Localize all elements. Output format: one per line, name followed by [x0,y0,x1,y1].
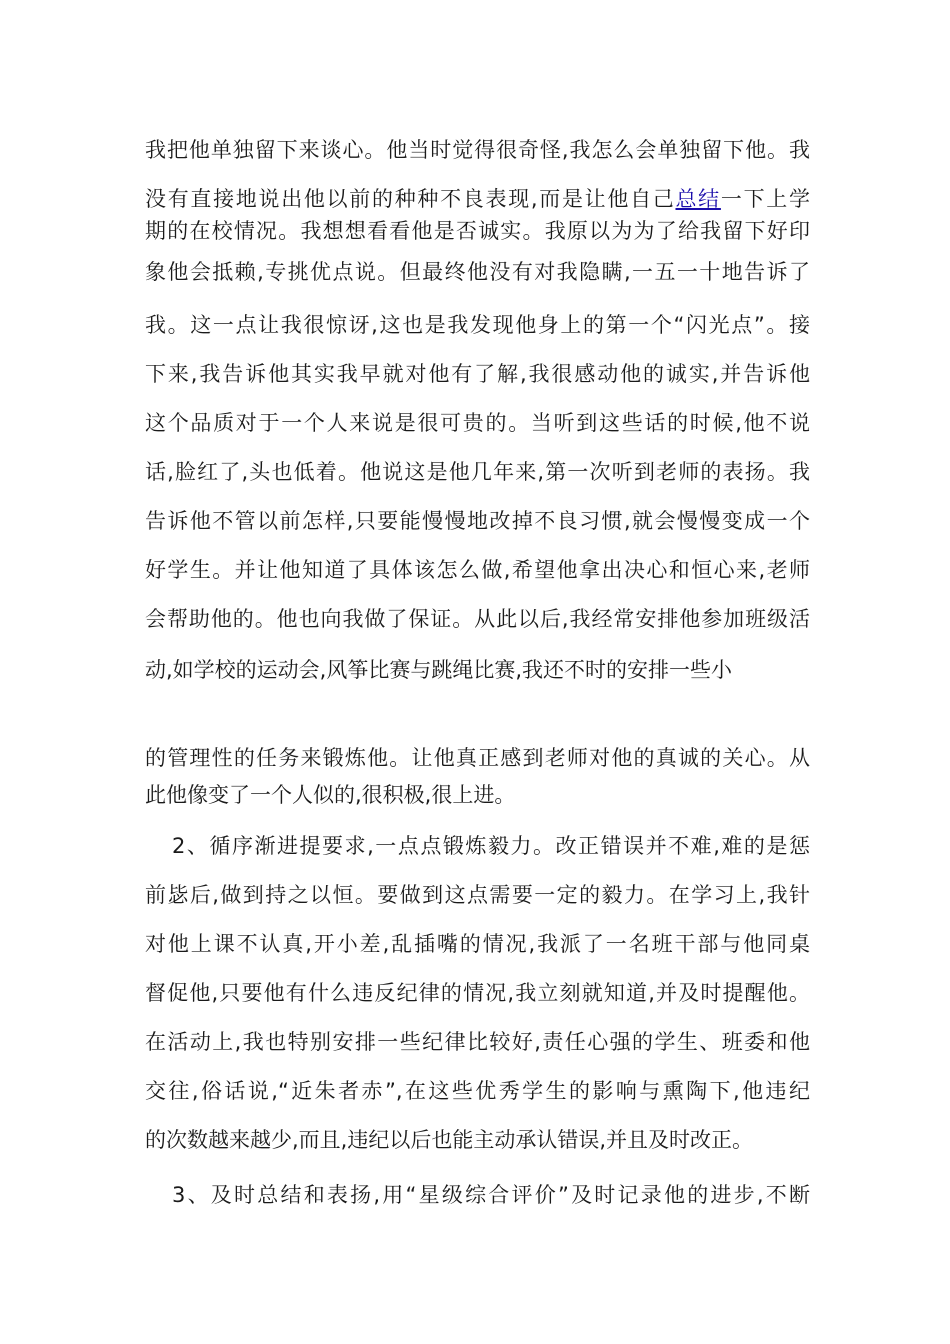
text-segment: 没有直接地说出他以前的种种不良表现,而是让他自己 [145,187,676,211]
text-line: 这个品质对于一个人来说是很可贵的。当听到这些话的时候,他不说 [145,411,810,435]
text-line: 对他上课不认真,开小差,乱插嘴的情况,我派了一名班干部与他同桌 [145,932,810,956]
text-line: 此他像变了一个人似的,很积极,很上进。 [145,783,516,807]
text-line: 的管理性的任务来锻炼他。让他真正感到老师对他的真诚的关心。从 [145,746,810,770]
text-line: 期的在校情况。我想想看看他是否诚实。我原以为为了给我留下好印 [145,219,810,243]
text-line: 我。这一点让我很惊讶,这也是我发现他身上的第一个“闪光点”。接 [145,313,810,337]
text-line: 话,脸红了,头也低着。他说这是他几年来,第一次听到老师的表扬。我 [145,460,810,484]
text-line: 在活动上,我也特别安排一些纪律比较好,责任心强的学生、班委和他 [145,1030,810,1054]
text-segment: 一下上学 [720,187,810,211]
text-line: 我把他单独留下来谈心。他当时觉得很奇怪,我怎么会单独留下他。我 [145,138,810,162]
text-line: 督促他,只要他有什么违反纪律的情况,我立刻就知道,并及时提醒他。 [145,981,810,1005]
text-line: 象他会抵赖,专挑优点说。但最终他没有对我隐瞒,一五一十地告诉了 [145,260,810,284]
text-line: 好学生。并让他知道了具体该怎么做,希望他拿出决心和恒心来,老师 [145,558,810,582]
text-line [145,185,810,213]
text-line: 下来,我告诉他其实我早就对他有了解,我很感动他的诚实,并告诉他 [145,362,810,386]
text-line: 告诉他不管以前怎样,只要能慢慢地改掉不良习惯,就会慢慢变成一个 [145,509,810,533]
text-line: 2、循序渐进提要求,一点点锻炼毅力。改正错误并不难,难的是惩 [172,834,810,858]
text-line: 交往,俗话说,“近朱者赤”,在这些优秀学生的影响与熏陶下,他违纪 [145,1079,810,1103]
text-line: 前毖后,做到持之以恒。要做到这点需要一定的毅力。在学习上,我针 [145,883,810,907]
text-line: 会帮助他的。他也向我做了保证。从此以后,我经常安排他参加班级活 [145,607,810,631]
text-line: 的次数越来越少,而且,违纪以后也能主动承认错误,并且及时改正。 [145,1128,754,1152]
summary-link[interactable]: 总结 [675,187,721,211]
text-line: 3、及时总结和表扬,用“星级综合评价”及时记录他的进步,不断 [172,1183,810,1207]
text-line: 动,如学校的运动会,风筝比赛与跳绳比赛,我还不时的安排一些小 [145,658,733,682]
